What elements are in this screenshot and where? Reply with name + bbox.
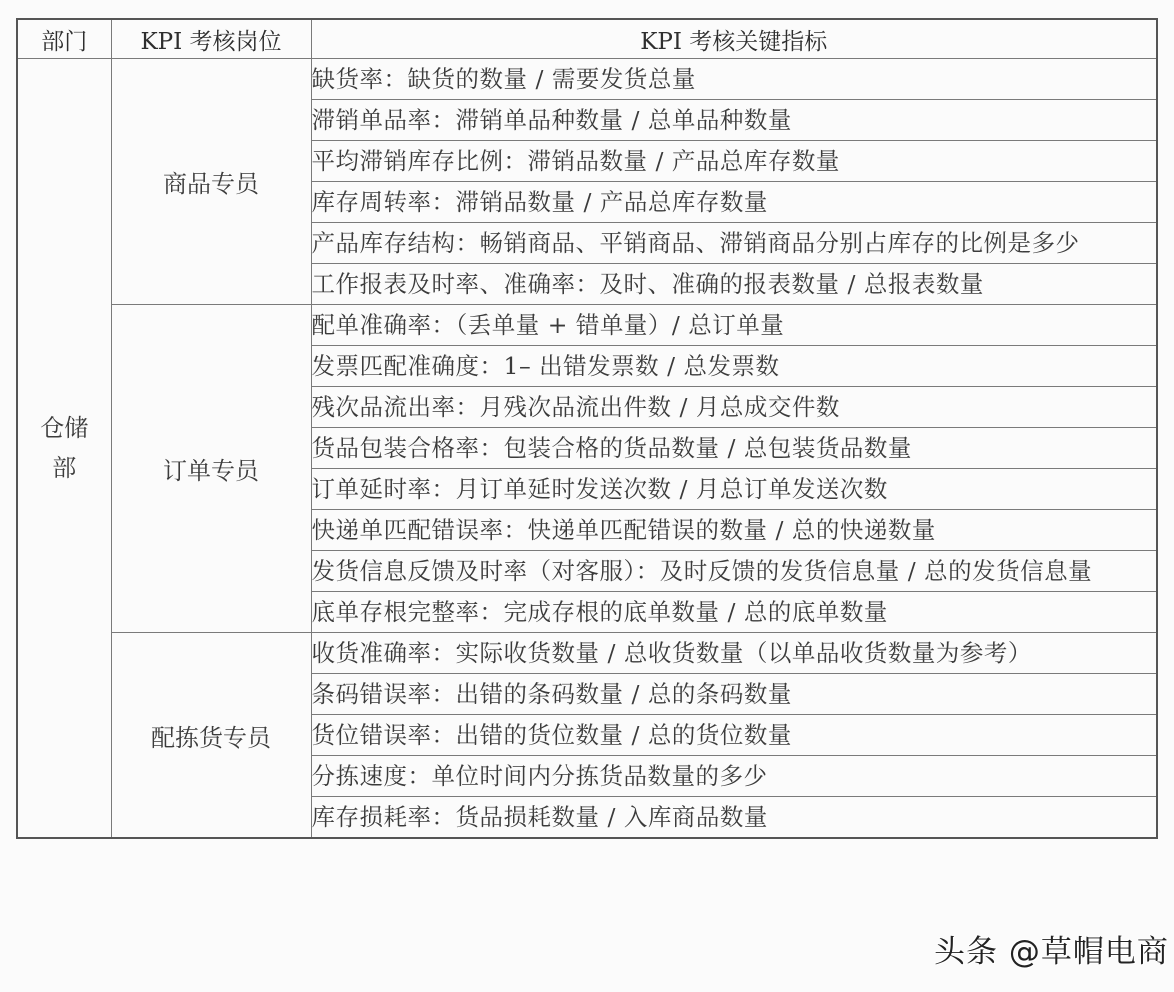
header-department: 部门 [17, 19, 111, 59]
header-position: KPI 考核岗位 [111, 19, 311, 59]
kpi-cell: 货品包装合格率：包装合格的货品数量 / 总包装货品数量 [311, 428, 1157, 469]
kpi-cell: 工作报表及时率、准确率：及时、准确的报表数量 / 总报表数量 [311, 264, 1157, 305]
table-row [17, 633, 1157, 674]
kpi-cell: 库存损耗率：货品损耗数量 / 入库商品数量 [311, 797, 1157, 839]
kpi-cell: 分拣速度：单位时间内分拣货品数量的多少 [311, 756, 1157, 797]
kpi-cell: 库存周转率：滞销品数量 / 产品总库存数量 [311, 182, 1157, 223]
kpi-cell: 滞销单品率：滞销单品种数量 / 总单品种数量 [311, 100, 1157, 141]
kpi-cell: 产品库存结构：畅销商品、平销商品、滞销商品分别占库存的比例是多少 [311, 223, 1157, 264]
kpi-table [16, 18, 1158, 839]
table-row [17, 305, 1157, 346]
watermark: 头条 @草帽电商 [934, 934, 1169, 970]
kpi-cell: 配单准确率：（丢单量 + 错单量）/ 总订单量 [311, 305, 1157, 346]
kpi-cell: 收货准确率：实际收货数量 / 总收货数量（以单品收货数量为参考） [311, 633, 1157, 674]
kpi-cell: 货位错误率：出错的货位数量 / 总的货位数量 [311, 715, 1157, 756]
kpi-cell: 发票匹配准确度：1– 出错发票数 / 总发票数 [311, 346, 1157, 387]
kpi-cell: 条码错误率：出错的条码数量 / 总的条码数量 [311, 674, 1157, 715]
department-cell: 仓储部 [17, 59, 111, 839]
kpi-cell: 快递单匹配错误率：快递单匹配错误的数量 / 总的快递数量 [311, 510, 1157, 551]
kpi-cell: 缺货率：缺货的数量 / 需要发货总量 [311, 59, 1157, 100]
kpi-cell: 平均滞销库存比例：滞销品数量 / 产品总库存数量 [311, 141, 1157, 182]
kpi-cell: 底单存根完整率：完成存根的底单数量 / 总的底单数量 [311, 592, 1157, 633]
kpi-cell: 残次品流出率：月残次品流出件数 / 月总成交件数 [311, 387, 1157, 428]
table-row [17, 59, 1157, 100]
position-cell: 订单专员 [111, 305, 311, 633]
header-kpi: KPI 考核关键指标 [311, 19, 1157, 59]
position-cell: 配拣货专员 [111, 633, 311, 839]
kpi-cell: 发货信息反馈及时率（对客服）：及时反馈的发货信息量 / 总的发货信息量 [311, 551, 1157, 592]
kpi-cell: 订单延时率：月订单延时发送次数 / 月总订单发送次数 [311, 469, 1157, 510]
position-cell: 商品专员 [111, 59, 311, 305]
header-row [17, 19, 1157, 59]
